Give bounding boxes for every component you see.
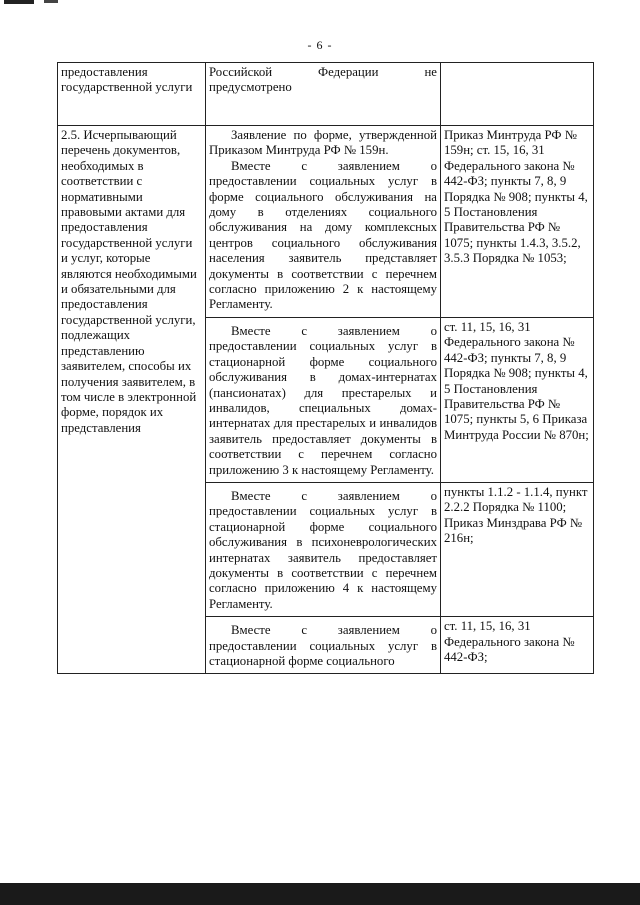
table-row (58, 63, 594, 126)
legal-reference: пункты 1.1.2 - 1.1.4, пункт 2.2.2 Порядка № 1100; Приказ Минздрава РФ № 216н; (444, 484, 588, 546)
content-paragraph: Вместе с заявлением о предоставлении социальных услуг в стационарной форме социального обслуживания в домах-интернатах (пансионатах) для престарелых и инвалидов, специальных домах-интернатах для престарелых и инвалидов заявитель предоставляет документы в соответствии с перечнем согласно приложению 3 к настоящему Регламенту. (209, 323, 437, 477)
content-paragraph: Вместе с заявлением о предоставлении социальных услуг в стационарной форме социального обслуживания в психоневрологических интернатах заявитель предоставляет документы в соответствии с перечнем согласно приложению 4 к настоящему Регламенту. (209, 488, 437, 611)
content-paragraph: Российской Федерации не предусмотрено (209, 65, 437, 95)
reference-cell (441, 126, 594, 318)
reference-cell (441, 617, 594, 674)
reference-cell (441, 482, 594, 616)
content-cell (206, 63, 441, 126)
content-cell (206, 482, 441, 616)
scan-artifact (4, 0, 34, 4)
content-paragraph: Заявление по форме, утвержденной Приказом Минтруда РФ № 159н. (209, 128, 437, 158)
requirement-cell: предоставления государственной услуги (58, 63, 206, 126)
scan-artifact (44, 0, 58, 3)
legal-reference: ст. 11, 15, 16, 31 Федерального закона № 442-ФЗ; пункты 7, 8, 9 Порядка № 908; пункты 4, 5 Постановления Правительства РФ № 1075; пункты 5, 6 Приказа Минтруда России № 870н; (444, 319, 589, 442)
table-row (58, 126, 594, 318)
reference-cell (441, 317, 594, 482)
legal-reference: Приказ Минтруда РФ № 159н; ст. 15, 16, 31 Федерального закона № 442-ФЗ; пункты 7, 8, 9 Порядка № 908; пункты 4, 5 Постановления Правительства РФ № 1075; пункты 1.4.3, 3.5.2, 3.5.3 Порядка № 1053; (444, 128, 588, 266)
reference-cell (441, 63, 594, 126)
legal-reference: ст. 11, 15, 16, 31 Федерального закона № 442-ФЗ; (444, 619, 575, 664)
requirement-cell: 2.5. Исчерпывающий перечень документов, необходимых в соответствии с нормативными правовыми актами для предоставления государственной услуги и услуг, которые являются необходимыми и обязательными для предоставления государственной услуги, подлежащих представлению заявителем, способы их получения заявителем, в том числе в электронной форме, порядок их представления (58, 126, 206, 674)
page-number: - 6 - (307, 38, 333, 52)
scan-border (0, 883, 640, 905)
content-cell (206, 317, 441, 482)
content-paragraph: Вместе с заявлением о предоставлении социальных услуг в стационарной форме социального (209, 623, 437, 668)
content-cell (206, 617, 441, 674)
content-paragraph: Вместе с заявлением о предоставлении социальных услуг в форме социального обслуживания на дому в отделениях социального обслуживания на дому комплексных центров социального обслуживания населения заявитель представляет документы в соответствии с перечнем согласно приложению 2 к настоящему Регламенту. (209, 158, 437, 312)
regulation-table (57, 62, 594, 674)
content-cell (206, 126, 441, 318)
